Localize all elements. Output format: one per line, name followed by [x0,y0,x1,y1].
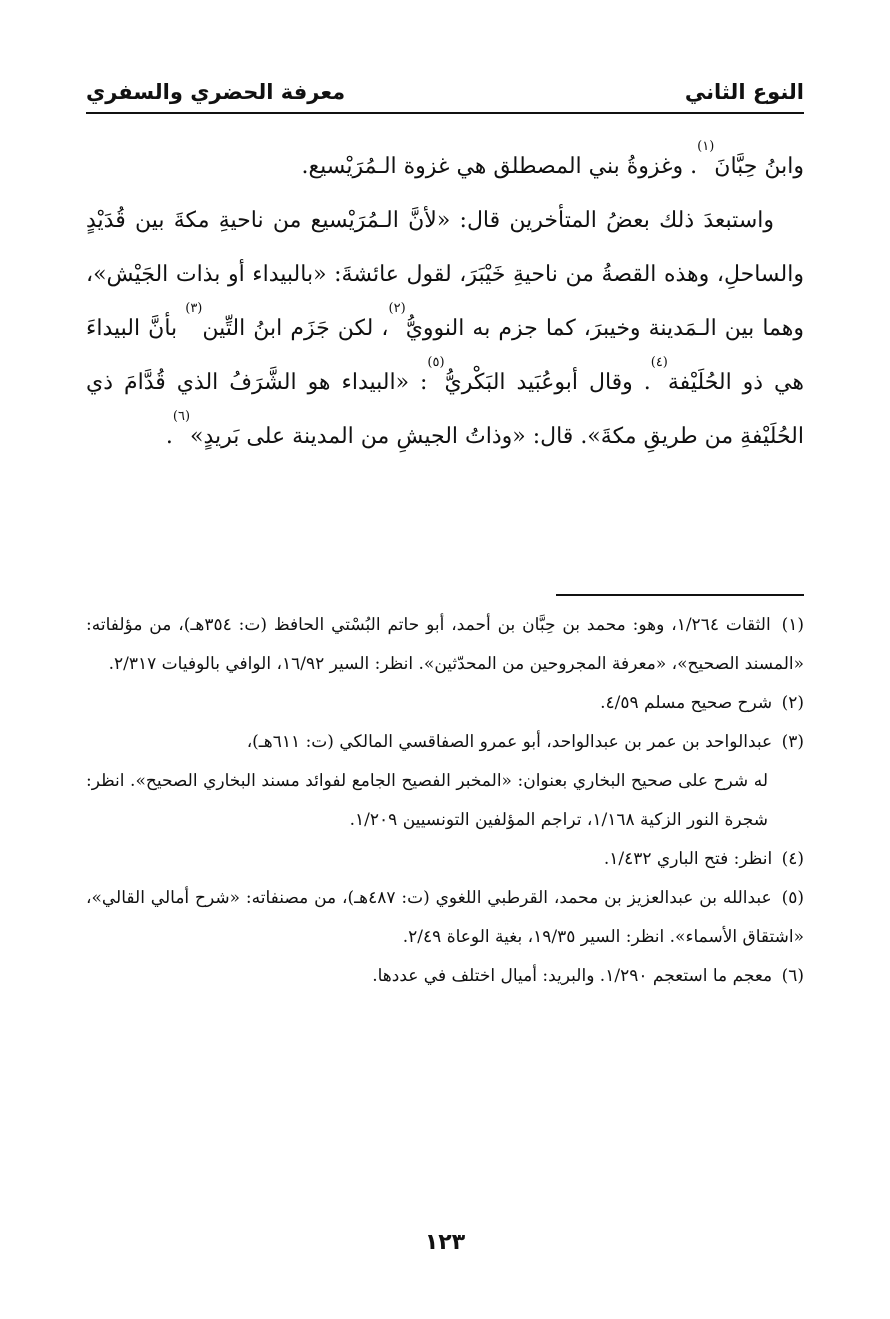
footnotes [86,606,804,996]
footnote-separator [556,594,804,596]
footnote-2 [86,684,804,723]
text-run: . [165,424,173,449]
footnote-number: (٦) [781,966,804,986]
footnote-ref-1[interactable]: (١) [697,139,715,154]
footnote-ref-6[interactable]: (٦) [172,409,191,424]
paragraph-2 [86,194,804,464]
footnote-number: (٥) [781,888,804,908]
running-header [86,72,804,114]
footnote-ref-5[interactable]: (٥) [427,355,445,370]
page-number: ١٢٣ [424,1230,466,1255]
section-title: النوع الثاني [684,80,804,104]
footnote-number: (١) [781,615,805,635]
footnote-text: انظر: فتح الباري ١/٤٣٢. [603,849,773,869]
footnote-text: الثقات ١/٢٦٤، وهو: محمد بن حِبَّان بن أحمد، أبو حاتم البُسْتي الحافظ (ت: ٣٥٤هـ)، من مؤلفاته: «المسند الصحيح»، «معرفة المجروحين من المحدّثين». انظر: السير ١٦/٩٢، الوافي بالوفيات ٢/٣١٧. [86,615,804,674]
footnote-4 [86,840,804,879]
text-run: بأنَّ البيداءَ هي ذو الحُلَيْفة [86,316,804,395]
text-run: : «البيداء هو الشَّرَفُ الذي قُدَّامَ ذي الحُلَيْفةِ من طريقِ مكةَ». قال: «وذاتُ الجيشِ من المدينة على بَريدٍ» [86,370,804,449]
text-run: . وقال أبوعُبَيد البَكْريُّ [444,370,651,395]
main-text [86,140,804,464]
footnote-number: (٣) [781,732,804,752]
footnote-6 [86,957,804,996]
footnote-number: (٢) [781,693,804,713]
footnote-text: عبدالواحد بن عمر بن عبدالواحد، أبو عمرو الصفاقسي المالكي (ت: ٦١١هـ)، [246,732,773,752]
footnote-1 [86,606,804,684]
footnote-ref-4[interactable]: (٤) [650,355,668,370]
text-run: ، لكن جَزَم ابنُ التِّين [202,316,389,341]
chapter-title: معرفة الحضري والسفري [86,80,346,104]
footnote-text: عبدالله بن عبدالعزيز بن محمد، القرطبي اللغوي (ت: ٤٨٧هـ)، من مصنفاته: «شرح أمالي القالي»، «اشتقاق الأسماء». انظر: السير ١٩/٣٥، بغية الوعاة ٢/٤٩. [86,888,804,947]
footnote-3 [86,723,804,840]
text-run: واستبعدَ ذلك بعضُ المتأخرين قال: «لأنَّ الـمُرَيْسيع من ناحيةِ مكةَ بين قُدَيْدٍ والساحلِ، وهذه القصةُ من ناحيةِ خَيْبَرَ، لقول عائشةَ: «بالبيداء أو بذات الجَيْش»، وهما بين الـمَدينة وخيبرَ، كما جزم به النوويُّ [86,208,804,341]
footnote-text-continued: له شرح على صحيح البخاري بعنوان: «المخبر الفصيح الجامع لفوائد مسند البخاري الصحيح». انظر: شجرة النور الزكية ١/١٦٨، تراجم المؤلفين التونسيين ١/٢٠٩. [86,771,768,830]
paragraph-1 [86,140,804,194]
footnote-text: شرح صحيح مسلم ٤/٥٩. [600,693,773,713]
footnote-ref-2[interactable]: (٢) [388,301,406,316]
footnote-number: (٤) [781,849,804,869]
text-run: وابنُ حِبَّانَ [714,154,804,179]
footnote-5 [86,879,804,957]
footnote-text: معجم ما استعجم ١/٢٩٠. والبريد: أميال اختلف في عددها. [372,966,773,986]
text-run: . وغزوةُ بني المصطلق هي غزوة الـمُرَيْسيع. [301,154,698,179]
footnote-ref-3[interactable]: (٣) [185,301,203,316]
